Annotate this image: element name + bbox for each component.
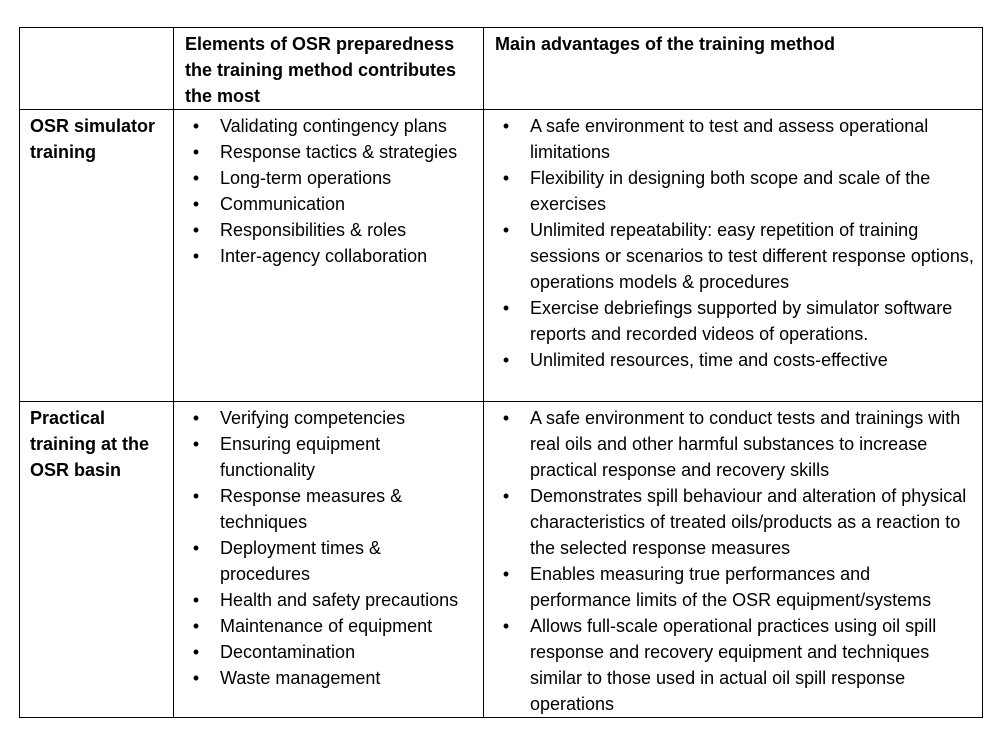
bullet-icon: • <box>502 116 510 136</box>
list-item-text: A safe environment to conduct tests and trainings with real oils and other harmful substances to increase practical response and recovery skills <box>530 408 961 480</box>
bullet-icon: • <box>192 486 200 506</box>
list-item <box>484 295 974 347</box>
bullet-icon: • <box>502 298 510 318</box>
list-item-text: Flexibility in designing both scope and scale of the exercises <box>530 168 931 214</box>
list-item <box>174 243 475 269</box>
list-item-text: Exercise debriefings supported by simulator software reports and recorded videos of operations. <box>530 298 953 344</box>
list-item-text: Deployment times & procedures <box>220 538 382 584</box>
advantages-list <box>484 110 982 373</box>
bullet-icon: • <box>192 246 200 266</box>
list-item-text: Ensuring equipment functionality <box>220 434 381 480</box>
list-item-text: Waste management <box>220 668 381 688</box>
list-item <box>174 535 475 587</box>
list-item-text: Demonstrates spill behaviour and alteration of physical characteristics of treated oils/products as a reaction to the selected response measures <box>530 486 967 558</box>
list-item-text: Unlimited resources, time and costs-effective <box>530 350 888 370</box>
list-item <box>484 165 974 217</box>
bullet-icon: • <box>192 220 200 240</box>
advantages-cell-basin <box>484 402 983 718</box>
bullet-icon: • <box>192 434 200 454</box>
list-item-text: Communication <box>220 194 346 214</box>
bullet-icon: • <box>192 616 200 636</box>
table-row-basin <box>20 402 983 718</box>
list-item <box>484 113 974 165</box>
elements-list <box>174 110 483 269</box>
row-label-basin: Practical training at the OSR basin <box>20 402 174 718</box>
list-item <box>174 665 475 691</box>
table-header-row <box>20 28 983 110</box>
list-item-text: Responsibilities & roles <box>220 220 407 240</box>
list-item-text: Enables measuring true performances and performance limits of the OSR equipment/systems <box>530 564 932 610</box>
elements-cell-basin <box>174 402 484 718</box>
bullet-icon: • <box>502 220 510 240</box>
header-advantages: Main advantages of the training method <box>484 28 983 110</box>
list-item-text: Allows full-scale operational practices using oil spill response and recovery equipment and techniques similar to those used in actual oil spill response operations <box>530 616 937 714</box>
header-empty-cell <box>20 28 174 110</box>
row-label-simulator: OSR simulator training <box>20 110 174 402</box>
bullet-icon: • <box>192 538 200 558</box>
list-item-text: Long-term operations <box>220 168 392 188</box>
bullet-icon: • <box>502 564 510 584</box>
header-elements: Elements of OSR preparedness the training method contributes the most <box>174 28 484 110</box>
list-item <box>174 431 475 483</box>
list-item <box>484 347 974 373</box>
list-item-text: Validating contingency plans <box>220 116 447 136</box>
list-item-text: Maintenance of equipment <box>220 616 433 636</box>
bullet-icon: • <box>502 486 510 506</box>
list-item-text: Response measures & techniques <box>220 486 403 532</box>
list-item <box>484 613 974 717</box>
list-item <box>484 217 974 295</box>
list-item <box>174 639 475 665</box>
bullet-icon: • <box>502 408 510 428</box>
list-item <box>174 613 475 639</box>
elements-cell-simulator <box>174 110 484 402</box>
list-item <box>484 483 974 561</box>
list-item <box>174 191 475 217</box>
list-item <box>174 587 475 613</box>
list-item-text: Response tactics & strategies <box>220 142 458 162</box>
list-item-text: A safe environment to test and assess operational limitations <box>530 116 929 162</box>
bullet-icon: • <box>192 408 200 428</box>
advantages-list <box>484 402 982 717</box>
list-item-text: Health and safety precautions <box>220 590 459 610</box>
bullet-icon: • <box>192 668 200 688</box>
list-item <box>174 139 475 165</box>
osr-training-table <box>19 27 983 718</box>
bullet-icon: • <box>192 194 200 214</box>
list-item-text: Verifying competencies <box>220 408 406 428</box>
bullet-icon: • <box>502 168 510 188</box>
elements-list <box>174 402 483 691</box>
table-row-simulator <box>20 110 983 402</box>
list-item <box>174 113 475 139</box>
bullet-icon: • <box>192 590 200 610</box>
list-item-text: Inter-agency collaboration <box>220 246 428 266</box>
bullet-icon: • <box>192 142 200 162</box>
advantages-cell-simulator <box>484 110 983 402</box>
list-item <box>174 405 475 431</box>
list-item <box>484 561 974 613</box>
bullet-icon: • <box>192 642 200 662</box>
bullet-icon: • <box>502 350 510 370</box>
list-item <box>174 165 475 191</box>
list-item <box>174 217 475 243</box>
list-item-text: Decontamination <box>220 642 356 662</box>
list-item <box>174 483 475 535</box>
bullet-icon: • <box>192 116 200 136</box>
bullet-icon: • <box>502 616 510 636</box>
bullet-icon: • <box>192 168 200 188</box>
list-item-text: Unlimited repeatability: easy repetition of training sessions or scenarios to test different response options, operations models & procedures <box>530 220 974 292</box>
list-item <box>484 405 974 483</box>
